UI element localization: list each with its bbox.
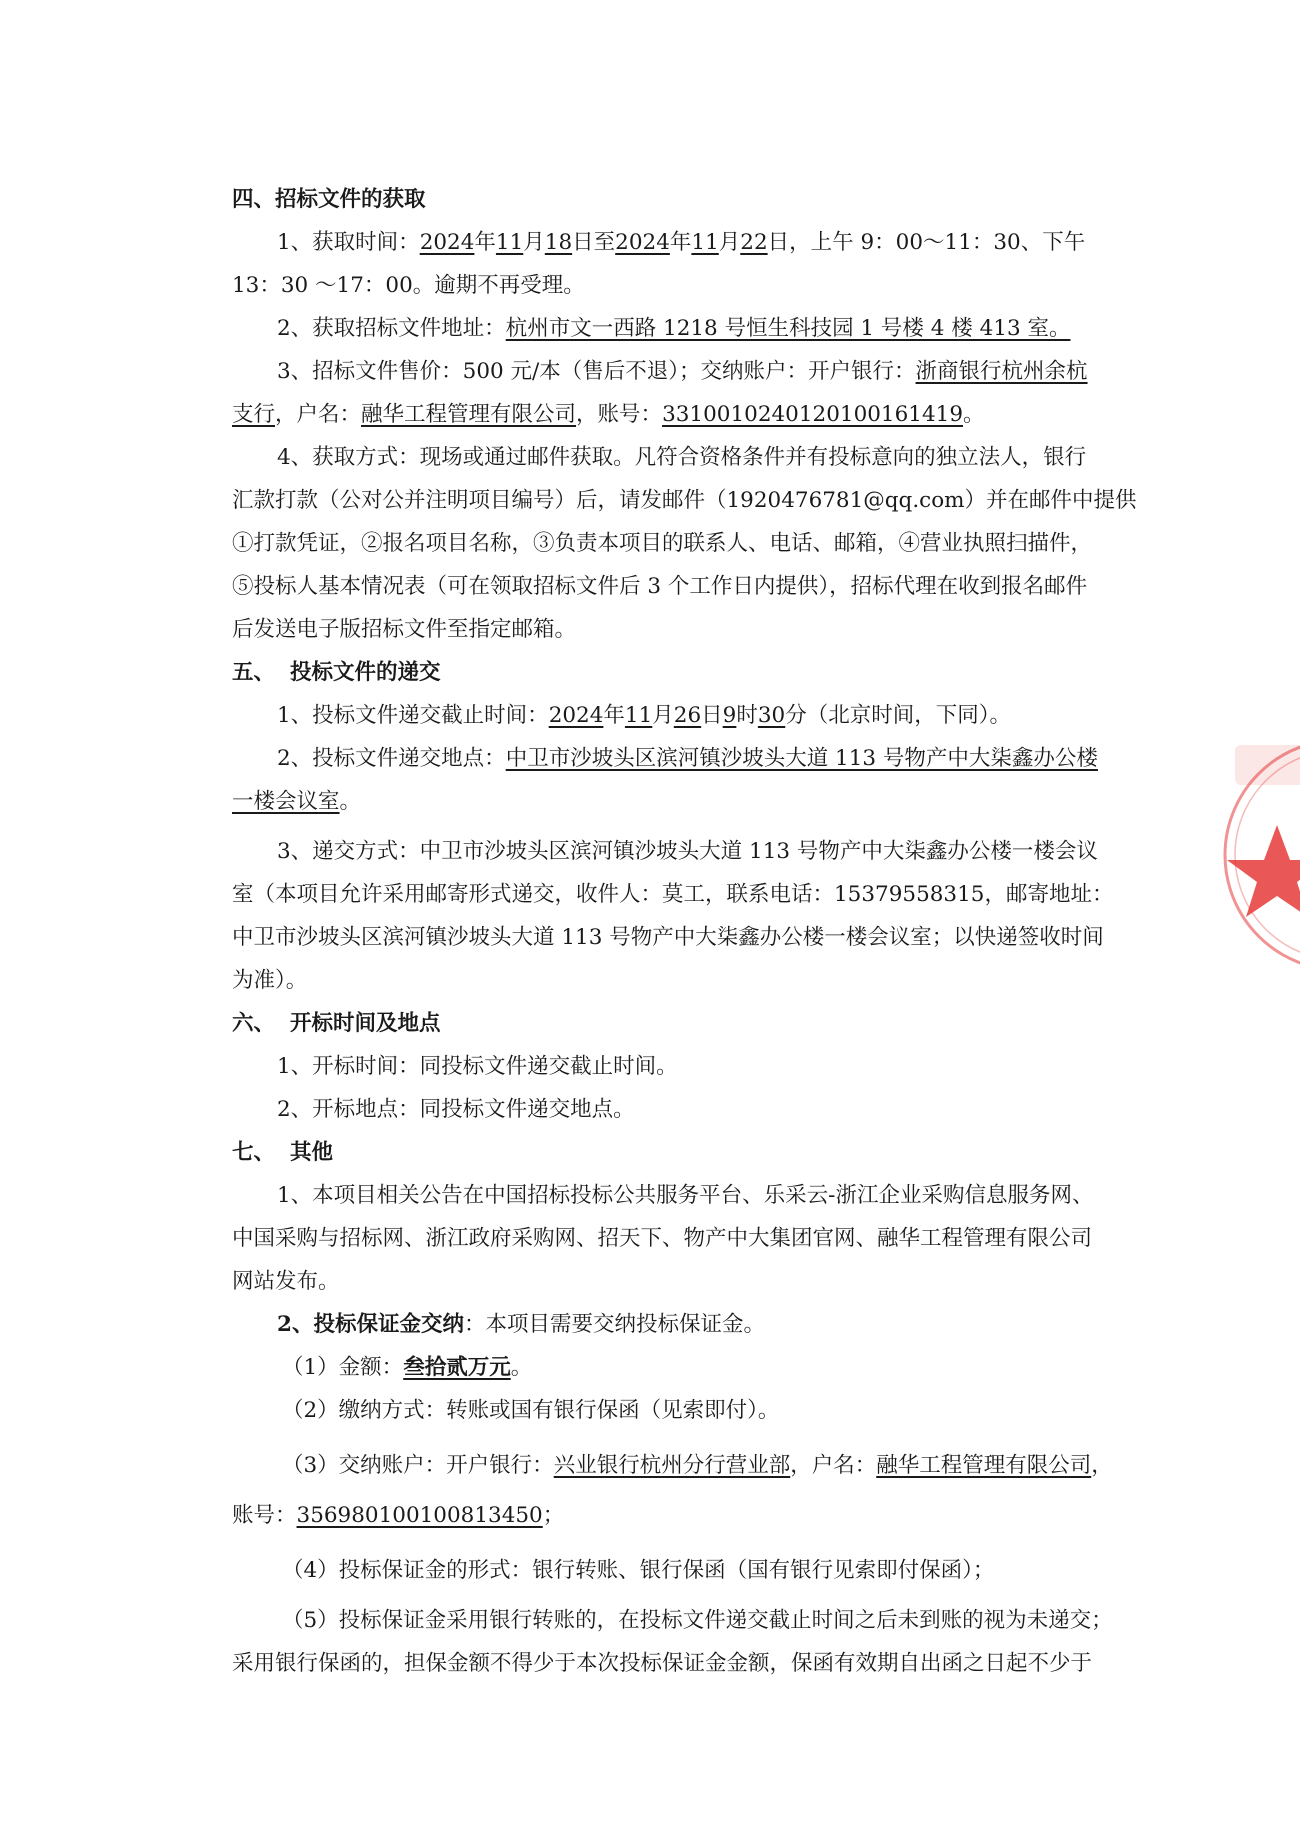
sec5-item-3-line-3: 中卫市沙坡头区滨河镇沙坡头大道 113 号物产中大柒鑫办公楼一楼会议室；以快递签收时间 — [232, 925, 1104, 950]
sec5-item-3-line-1: 3、递交方式：中卫市沙坡头区滨河镇沙坡头大道 113 号物产中大柒鑫办公楼一楼会议 — [277, 839, 1098, 864]
sec7-sub-5-line-2: 采用银行保函的，担保金额不得少于本次投标保证金金额，保函有效期自出函之日起不少于 — [232, 1651, 1093, 1676]
section-4-title: 四、招标文件的获取 — [232, 187, 426, 212]
sec4-item-4-line-4: ⑤投标人基本情况表（可在领取招标文件后 3 个工作日内提供），招标代理在收到报名邮件 — [232, 574, 1088, 599]
sec4-item-3-line-2: 支行，户名：融华工程管理有限公司，账号：3310010240120100161419。 — [232, 402, 985, 427]
sec5-item-2-line-1: 2、投标文件递交地点：中卫市沙坡头区滨河镇沙坡头大道 113 号物产中大柒鑫办公楼 — [277, 746, 1098, 771]
official-seal-stamp — [1210, 735, 1300, 985]
sec4-item-4-line-5: 后发送电子版招标文件至指定邮箱。 — [232, 617, 577, 642]
sec7-item-1-line-2: 中国采购与招标网、浙江政府采购网、招天下、物产中大集团官网、融华工程管理有限公司 — [232, 1226, 1093, 1251]
sec6-item-1: 1、开标时间：同投标文件递交截止时间。 — [277, 1054, 678, 1079]
sec7-item-2: 2、投标保证金交纳：本项目需要交纳投标保证金。 — [277, 1312, 765, 1337]
section-7-title: 七、 其他 — [232, 1140, 333, 1165]
section-5-title: 五、 投标文件的递交 — [232, 660, 441, 685]
sec4-item-1-line-1: 1、获取时间：2024年11月18日至2024年11月22日，上午 9：00～11：30、下午 — [277, 230, 1086, 255]
section-6-title: 六、 开标时间及地点 — [232, 1011, 441, 1036]
sec4-item-1-line-2: 13：30 ～17：00。逾期不再受理。 — [232, 273, 585, 298]
sec6-item-2: 2、开标地点：同投标文件递交地点。 — [277, 1097, 635, 1122]
sec7-sub-2: （2）缴纳方式：转账或国有银行保函（见索即付）。 — [282, 1398, 780, 1423]
sec7-sub-4: （4）投标保证金的形式：银行转账、银行保函（国有银行见索即付保函）； — [282, 1558, 995, 1583]
sec4-item-4-line-2: 汇款打款（公对公并注明项目编号）后，请发邮件（1920476781@qq.com）并在邮件中提供 — [232, 488, 1137, 513]
sec4-item-2: 2、获取招标文件地址：杭州市文一西路 1218 号恒生科技园 1 号楼 4 楼 413 室。 — [277, 316, 1071, 341]
sec7-sub-5-line-1: （5）投标保证金采用银行转账的，在投标文件递交截止时间之后未到账的视为未递交； — [282, 1608, 1113, 1633]
sec7-sub-3-line-1: （3）交纳账户：开户银行：兴业银行杭州分行营业部，户名：融华工程管理有限公司， — [282, 1453, 1113, 1478]
sec7-sub-1: （1）金额：叁拾贰万元。 — [282, 1355, 533, 1380]
tender-address: 杭州市文一西路 1218 号恒生科技园 1 号楼 4 楼 413 室。 — [505, 316, 1071, 341]
sec5-item-3-line-4: 为准）。 — [232, 968, 308, 993]
account-number: 3310010240120100161419 — [662, 402, 963, 427]
document-body — [232, 178, 1137, 1685]
deposit-account-number: 356980100100813450 — [296, 1503, 543, 1528]
sec4-item-3-line-1: 3、招标文件售价：500 元/本（售后不退）；交纳账户：开户银行：浙商银行杭州余杭 — [277, 359, 1088, 384]
sec5-item-1: 1、投标文件递交截止时间：2024年11月26日9时30分（北京时间，下同）。 — [277, 703, 1011, 728]
deposit-amount: 叁拾贰万元 — [403, 1355, 511, 1380]
sec7-item-1-line-3: 网站发布。 — [232, 1269, 340, 1294]
seal-star-icon — [1227, 825, 1300, 917]
sec4-item-4-line-1: 4、获取方式：现场或通过邮件获取。凡符合资格条件并有投标意向的独立法人，银行 — [277, 445, 1087, 470]
sec4-item-4-line-3: ①打款凭证，②报名项目名称，③负责本项目的联系人、电话、邮箱，④营业执照扫描件， — [232, 531, 1093, 556]
sec5-item-2-line-2: 一楼会议室。 — [232, 789, 362, 814]
sec7-item-1-line-1: 1、本项目相关公告在中国招标投标公共服务平台、乐采云-浙江企业采购信息服务网、 — [277, 1183, 1094, 1208]
sec5-item-3-line-2: 室（本项目允许采用邮寄形式递交，收件人：莫工，联系电话：15379558315，邮寄地址： — [232, 882, 1114, 907]
sec7-sub-3-line-2: 账号：356980100100813450； — [232, 1503, 565, 1528]
